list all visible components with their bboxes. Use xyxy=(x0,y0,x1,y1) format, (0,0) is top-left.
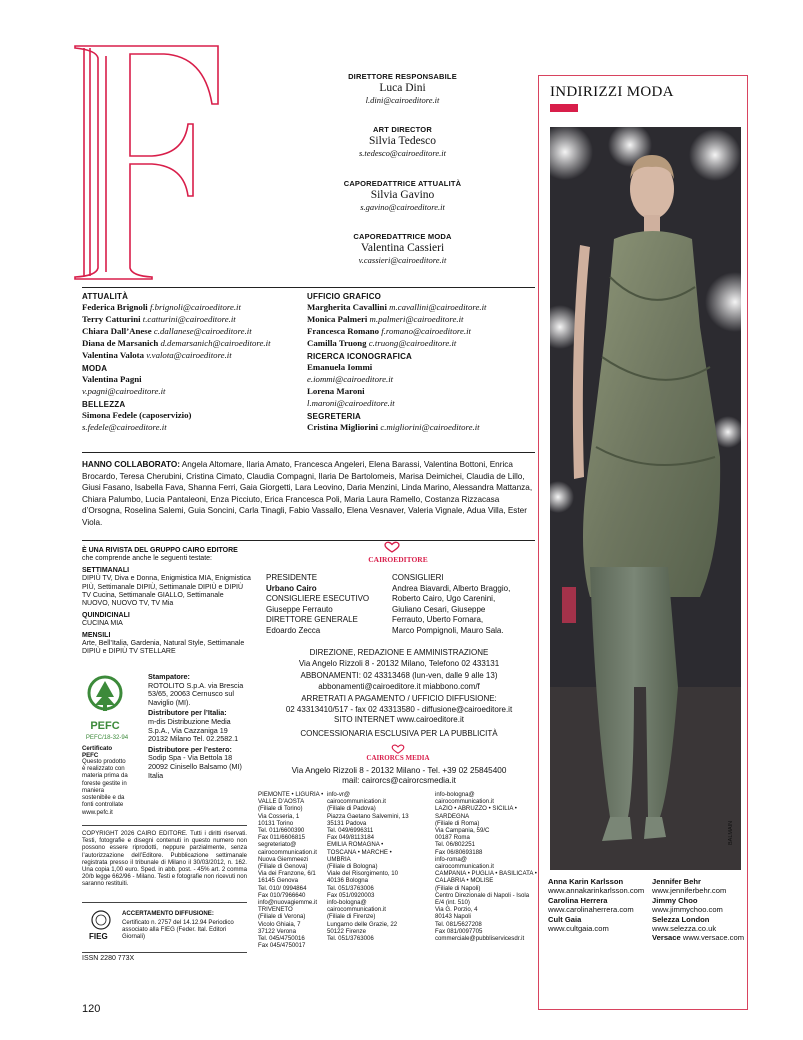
brand-list-left xyxy=(548,877,645,934)
office-line: cairocommunication.it xyxy=(435,863,494,871)
abbonamenti-mail[interactable]: abbonamenti@cairoeditore.it miabbono.com/f xyxy=(318,681,480,691)
office-line: info-roma@ xyxy=(435,855,467,863)
office-line: 10131 Torino xyxy=(258,819,294,827)
media-address: Via Angelo Rizzoli 8 - 20132 Milano - Tel. +39 02 25845400 xyxy=(291,766,507,775)
cairo-executives xyxy=(266,573,396,636)
director-name: Luca Dini xyxy=(379,82,426,94)
copyright-text: COPYRIGHT 2026 CAIRO EDITORE. Tutti i diritti riservati. Testi, fotografie e disegni contenuti in questo numero non possono essere riprodotti, neppure parzialmente, senza l’autorizzazione dell’Editore. Pubblicazione settimanale registrata presso il tribunale di Milano il 30/03/2012, n. 162. Una copia 1,00 euro. Sped. in abb. post. - 45% art. 2 comma 20/b legge 662/96 - Milano. Testi e fotografie non ricevuti non saranno restituiti. xyxy=(82,830,247,888)
brand-entry: Carolina Herrera xyxy=(548,895,608,905)
office-line: (Filiale di Torino) xyxy=(258,805,303,813)
office-line: Via G. Porzio, 4 xyxy=(435,906,478,914)
mensili-heading: MENSILI xyxy=(82,631,111,639)
brand-entry: Anna Karin Karlsson xyxy=(548,877,624,886)
office-line: cairocommunication.it xyxy=(327,798,386,806)
offices-column-2 xyxy=(327,791,413,942)
brand-entry: Jennifer Behr xyxy=(652,877,701,886)
offices-column-1 xyxy=(258,791,324,949)
office-line: Tel. 010/ 0994864 xyxy=(258,884,307,892)
staff-row: Cristina Migliorini c.migliorini@cairoeditore.it xyxy=(307,422,480,432)
art-director-block xyxy=(300,125,505,158)
office-line: (Filiale di Napoli) xyxy=(435,884,481,892)
office-line: EMILIA ROMAGNA • TOSCANA • MARCHE • UMBRIA xyxy=(327,841,392,863)
photo-credit: BALMAIN xyxy=(728,820,734,845)
office-line: Via Campania, 59/C xyxy=(435,827,490,835)
direzione-address: Via Angelo Rizzoli 8 - 20132 Milano, Telefono 02 433131 xyxy=(298,658,500,668)
office-line: info-bologna@ xyxy=(435,791,475,798)
director-role: DIRETTORE RESPONSABILE xyxy=(348,72,457,81)
brand-url[interactable]: www.annakarinkarlsson.com xyxy=(548,886,645,896)
contributors-paragraph xyxy=(82,459,537,529)
fieg-logo-text: FIEG xyxy=(89,932,108,941)
moda-heading: MODA xyxy=(82,364,108,373)
consiglieri-line: Andrea Biavardi, Alberto Braggio, xyxy=(392,583,511,593)
staff-row: Valentina Pagni xyxy=(82,374,142,384)
office-line: info@nuovagiemme.it xyxy=(258,899,318,907)
printer-block xyxy=(148,673,248,780)
attualita-editor-block xyxy=(300,179,505,212)
art-director-role: ART DIRECTOR xyxy=(373,125,432,134)
director-block xyxy=(300,72,505,105)
moda-editor-email[interactable]: v.cassieri@cairoeditore.it xyxy=(358,255,447,265)
page-number: 120 xyxy=(82,1003,101,1015)
bellezza-heading: BELLEZZA xyxy=(82,400,126,409)
staff-row: Francesca Romano f.romano@cairoeditore.it xyxy=(307,326,471,336)
office-line: Fax 011/6606815 xyxy=(258,834,305,842)
staff-row: Valentina Valota v.valota@cairoeditore.it xyxy=(82,350,232,360)
office-line: cairocommunication.it xyxy=(327,906,386,914)
printer-heading: Stampatore: xyxy=(148,672,190,681)
fieg-text: Certificato n. 2757 del 14.12.94 Periodico associato alla FIEG (Feder. Ital. Editori Giornali) xyxy=(122,919,234,941)
divider xyxy=(82,540,535,541)
office-line: Piazza Gaetano Salvemini, 13 xyxy=(327,812,409,820)
indirizzi-moda-title: INDIRIZZI MODA xyxy=(550,84,674,100)
office-line: Tel. 051/3763006 xyxy=(327,935,374,943)
magazine-f-logo xyxy=(72,44,222,280)
staff-row: Chiara Dall’Anese c.dallanese@cairoeditore.it xyxy=(82,326,252,336)
staff-row: Diana de Marsanich d.demarsanich@cairoeditore.it xyxy=(82,338,271,348)
office-line: Tel. 049/6996311 xyxy=(327,827,374,835)
office-line: Tel. 06/802251 xyxy=(435,841,475,849)
brand-entry: Selezza London xyxy=(652,914,710,924)
arretrati-heading: ARRETRATI A PAGAMENTO / UFFICIO DIFFUSIONE: xyxy=(301,694,497,703)
office-line: Centro Direzionale di Napoli - Isola E/4 (int. 510) xyxy=(435,891,530,907)
office-line: 37122 Verona xyxy=(258,927,296,935)
contributors-text: Angela Altomare, Ilaria Amato, Francesca Angeleri, Elena Barassi, Valentina Bottoni, Enrica Brocardo, Teresa Cherubini, Cristina Cimato, Claudia Compagni, Ilaria De Bartolomeis, Marisa Deimichei, Claudia de Lillo, Giusi Fasano, Isabella Fava, Shanna Ferri, Gaia Giorgetti, Lara Leovino, Daria Menzini, Linda Marino, Alessandra Mattanza, Chiara Palumbo, Lucia Pantaleoni, Enza Picciuto, Erica Francesca Poli, Maria Laura Ramello, Costanza Rizzacasa d’Orsogna, Roselina Salemi, Guia Soncini, Carla Tinagli, Fabio Vassallo, Elena Vesnaver, Valeria Vignale, Adua Villa, Ester Viola. xyxy=(82,460,533,527)
settimanali-heading: SETTIMANALI xyxy=(82,566,130,574)
office-line: Tel. 051/3763006 xyxy=(327,884,374,892)
brand-url[interactable]: www.selezza.co.uk xyxy=(652,924,717,934)
concessionaria: CONCESSIONARIA ESCLUSIVA PER LA PUBBLICITÀ xyxy=(300,728,498,738)
consiglieri-line: Marco Pompignoli, Mauro Sala. xyxy=(392,625,504,635)
staff-row: Federica Brignoli f.brignoli@cairoeditore.it xyxy=(82,302,241,312)
cairo-heart-icon xyxy=(384,541,400,553)
office-line: (Filiale di Verona) xyxy=(258,913,306,921)
pefc-code: PEFC/18-32-94 xyxy=(85,734,129,741)
issn: ISSN 2280 773X xyxy=(82,955,135,962)
mensili-list: Arte, Bell’Italia, Gardenia, Natural Style, Settimanale DIPIÙ e DIPIÙ TV STELLARE xyxy=(82,640,245,656)
office-line: Viale del Risorgimento, 10 xyxy=(327,870,399,878)
pefc-cert-text: Questo prodotto è realizzato con materia prima da foreste gestite in maniera sostenibile e da fonti controllate xyxy=(82,758,128,809)
staff-row: l.maroni@cairoeditore.it xyxy=(307,398,395,408)
staff-right-column xyxy=(307,292,537,433)
brand-list-right xyxy=(652,877,746,943)
consigliere-name: Giuseppe Ferrauto xyxy=(266,604,333,614)
runway-model-photo xyxy=(550,127,741,870)
office-line: 50122 Firenze xyxy=(327,927,366,935)
cairo-board xyxy=(392,573,538,636)
office-line: 40136 Bologna xyxy=(327,877,369,885)
office-line: Tel. 045/4750016 xyxy=(258,935,305,943)
office-line: Lungarno delle Grazie, 22 xyxy=(327,920,398,928)
offices-column-3 xyxy=(435,791,537,942)
office-line: Via dei Franzone, 6/1 xyxy=(258,870,316,878)
office-line: TRIVENETO xyxy=(258,906,293,914)
staff-row: Lorena Maroni xyxy=(307,386,365,396)
office-line: cairocommunication.it xyxy=(435,798,494,806)
staff-row: Monica Palmeri m.palmeri@cairoeditore.it xyxy=(307,314,464,324)
staff-row: s.fedele@cairoeditore.it xyxy=(82,422,167,432)
office-line: 00187 Roma xyxy=(435,834,470,842)
staff-row: v.pagni@cairoeditore.it xyxy=(82,386,166,396)
cairo-contacts xyxy=(258,648,540,739)
attualita-editor-role: CAPOREDATTRICE ATTUALITÀ xyxy=(343,179,462,188)
contributors-label: HANNO COLLABORATO: xyxy=(82,460,180,469)
divider xyxy=(82,952,247,953)
office-line: Fax 010/7966640 xyxy=(258,891,306,899)
printer-text: ROTOLITO S.p.A. via Brescia 53/65, 20063 Cernusco sul Naviglio (MI). xyxy=(148,680,244,707)
direzione-heading: DIREZIONE, REDAZIONE E AMMINISTRAZIONE xyxy=(309,648,489,657)
brand-url[interactable]: www.jimmychoo.com xyxy=(652,905,723,915)
cairorcs-heart-icon xyxy=(391,744,405,754)
pefc-cert-title: Certificato PEFC xyxy=(82,745,113,760)
brand-entry: Jimmy Choo xyxy=(652,895,698,905)
sito-internet[interactable]: SITO INTERNET www.cairoeditore.it xyxy=(334,715,464,724)
consiglieri-heading: CONSIGLIERI xyxy=(392,573,444,582)
distributor-italy-heading: Distributore per l’Italia: xyxy=(148,708,227,718)
office-line: Tel. 011/6600390 xyxy=(258,827,305,835)
distributor-italy-text: m-dis Distribuzione Media S.p.A., Via Cazzaniga 19 20132 Milano Tel. 02.2582.1 xyxy=(148,716,239,744)
office-line: 16145 Genova xyxy=(258,877,298,885)
arretrati-text: 02 43313410/517 - fax 02 43313580 - diffusione@cairoeditore.it xyxy=(285,704,513,714)
abbonamenti: ABBONAMENTI: 02 43313468 (lun-ven, dalle 9 alle 13) xyxy=(300,671,498,680)
divider xyxy=(82,452,535,453)
divider xyxy=(82,825,247,826)
office-line: Tel. 081/5627208 xyxy=(435,920,482,928)
quindicinali-heading: QUINDICINALI xyxy=(82,611,130,619)
presidente-heading: PRESIDENTE xyxy=(266,573,318,582)
attualita-editor-name: Silvia Gavino xyxy=(370,189,435,201)
office-line: Fax 045/4750017 xyxy=(258,942,306,950)
brand-url[interactable]: www.carolinaherrera.com xyxy=(548,905,634,915)
fieg-title: ACCERTAMENTO DIFFUSIONE: xyxy=(122,910,214,917)
moda-editor-block xyxy=(300,232,505,265)
group-sub: che comprende anche le seguenti testate: xyxy=(82,555,212,563)
office-line: info-vr@ xyxy=(327,791,351,798)
moda-editor-role: CAPOREDATTRICE MODA xyxy=(353,232,452,241)
office-line: LAZIO • ABRUZZO • SICILIA • SARDEGNA xyxy=(435,805,517,820)
direttore-heading: DIRETTORE GENERALE xyxy=(266,615,358,624)
office-line: commerciale@pubbliservicesdr.it xyxy=(435,935,525,943)
distributor-abroad-text: Sodip Spa - Via Bettola 18 20092 Cinisello Balsamo (MI) Italia xyxy=(148,753,242,780)
fieg-seal-icon xyxy=(90,908,112,948)
staff-row: Simona Fedele (caposervizio) xyxy=(82,410,192,420)
office-line: Fax 06/80693188 xyxy=(435,848,483,856)
art-director-name: Silvia Tedesco xyxy=(368,135,436,147)
quindicinali-list: CUCINA MIA xyxy=(82,620,123,628)
director-email[interactable]: l.dini@cairoeditore.it xyxy=(365,95,440,105)
brand-entry: Cult Gaia xyxy=(548,914,582,924)
segreteria-heading: SEGRETERIA xyxy=(307,412,362,421)
brand-url[interactable]: www.jenniferbehr.com xyxy=(652,886,727,896)
consigliere-heading: CONSIGLIERE ESECUTIVO xyxy=(266,594,370,603)
accent-bar xyxy=(550,104,578,112)
office-line: CAMPANIA • PUGLIA • BASILICATA • CALABRIA • MOLISE xyxy=(435,870,537,885)
group-intro: È UNA RIVISTA DEL GRUPPO CAIRO EDITORE xyxy=(82,547,238,554)
moda-editor-name: Valentina Cassieri xyxy=(360,242,445,254)
staff-row: Terry Catturini t.catturini@cairoeditore.it xyxy=(82,314,236,324)
cairorcs-media-logo: CAIRORCS MEDIA xyxy=(366,754,430,762)
consiglieri-line: Ferrauto, Uberto Fornara, xyxy=(392,615,484,624)
pefc-tree-icon xyxy=(84,675,126,723)
office-line: Fax 049/8113184 xyxy=(327,834,374,842)
grafico-heading: UFFICIO GRAFICO xyxy=(307,292,382,301)
staff-left-column xyxy=(82,292,307,433)
staff-row: Camilla Truong c.truong@cairoeditore.it xyxy=(307,338,457,348)
office-line: Vicolo Ghiaia, 7 xyxy=(258,920,301,928)
brand-entry: Versace www.versace.com xyxy=(652,933,745,943)
presidente-name: Urbano Cairo xyxy=(266,583,317,593)
pefc-label: PEFC xyxy=(90,720,120,732)
office-line: 80143 Napoli xyxy=(435,913,471,921)
office-line: (Filiale di Bologna) xyxy=(327,863,378,871)
group-info xyxy=(82,547,252,657)
office-line: (Filiale di Genova) xyxy=(258,863,308,871)
office-line: cairocommunication.it xyxy=(258,848,317,856)
direttore-name: Edoardo Zecca xyxy=(266,625,321,635)
office-line: (Filiale di Firenze) xyxy=(327,913,376,921)
attualita-editor-email[interactable]: s.gavino@cairoeditore.it xyxy=(360,202,445,212)
office-line: Nuova Giemmeezi xyxy=(258,855,309,863)
distributor-abroad-heading: Distributore per l’estero: xyxy=(148,744,232,754)
attualita-heading: ATTUALITÀ xyxy=(82,292,129,301)
office-line: Fax 051/0920003 xyxy=(327,891,375,899)
office-line: info-bologna@ xyxy=(327,899,367,907)
office-line: (Filiale di Roma) xyxy=(435,819,480,827)
divider xyxy=(82,902,247,903)
settimanali-list: DIPIÙ TV, Diva e Donna, Enigmistica MIA, Enigmistica PIÙ, Settimanale DIPIÙ, Settimanale DIPIÙ e DIPIÙ TV Cucina, Settimanale GIALLO, Settimanale NUOVO, NUOVO TV, TV Mia xyxy=(82,575,251,608)
office-line: PIEMONTE • LIGURIA • VALLE D’AOSTA xyxy=(258,791,324,806)
consiglieri-line: Roberto Cairo, Ugo Carenini, xyxy=(392,594,496,603)
office-line: Via Cosseria, 1 xyxy=(258,812,300,820)
staff-row: Emanuela Iommi xyxy=(307,362,373,372)
office-line: (Filiale di Padova) xyxy=(327,805,376,813)
ricerca-heading: RICERCA ICONOGRAFICA xyxy=(307,352,413,361)
pefc-url[interactable]: www.pefc.it xyxy=(82,809,113,816)
staff-row: e.iommi@cairoeditore.it xyxy=(307,374,394,384)
media-mail[interactable]: mail: cairorcs@cairorcsmedia.it xyxy=(342,776,456,785)
office-line: Fax 081/0097705 xyxy=(435,927,483,935)
consiglieri-line: Giuliano Cesari, Giuseppe xyxy=(392,604,486,614)
staff-row: Margherita Cavallini m.cavallini@cairoeditore.it xyxy=(307,302,487,312)
divider xyxy=(82,287,535,288)
art-director-email[interactable]: s.tedesco@cairoeditore.it xyxy=(359,148,446,158)
office-line: segreteriato@ xyxy=(258,841,297,849)
cairo-editore-logo: CAIROEDITORE xyxy=(368,555,428,564)
brand-url[interactable]: www.cultgaia.com xyxy=(548,924,609,934)
office-line: 35131 Padova xyxy=(327,819,367,827)
